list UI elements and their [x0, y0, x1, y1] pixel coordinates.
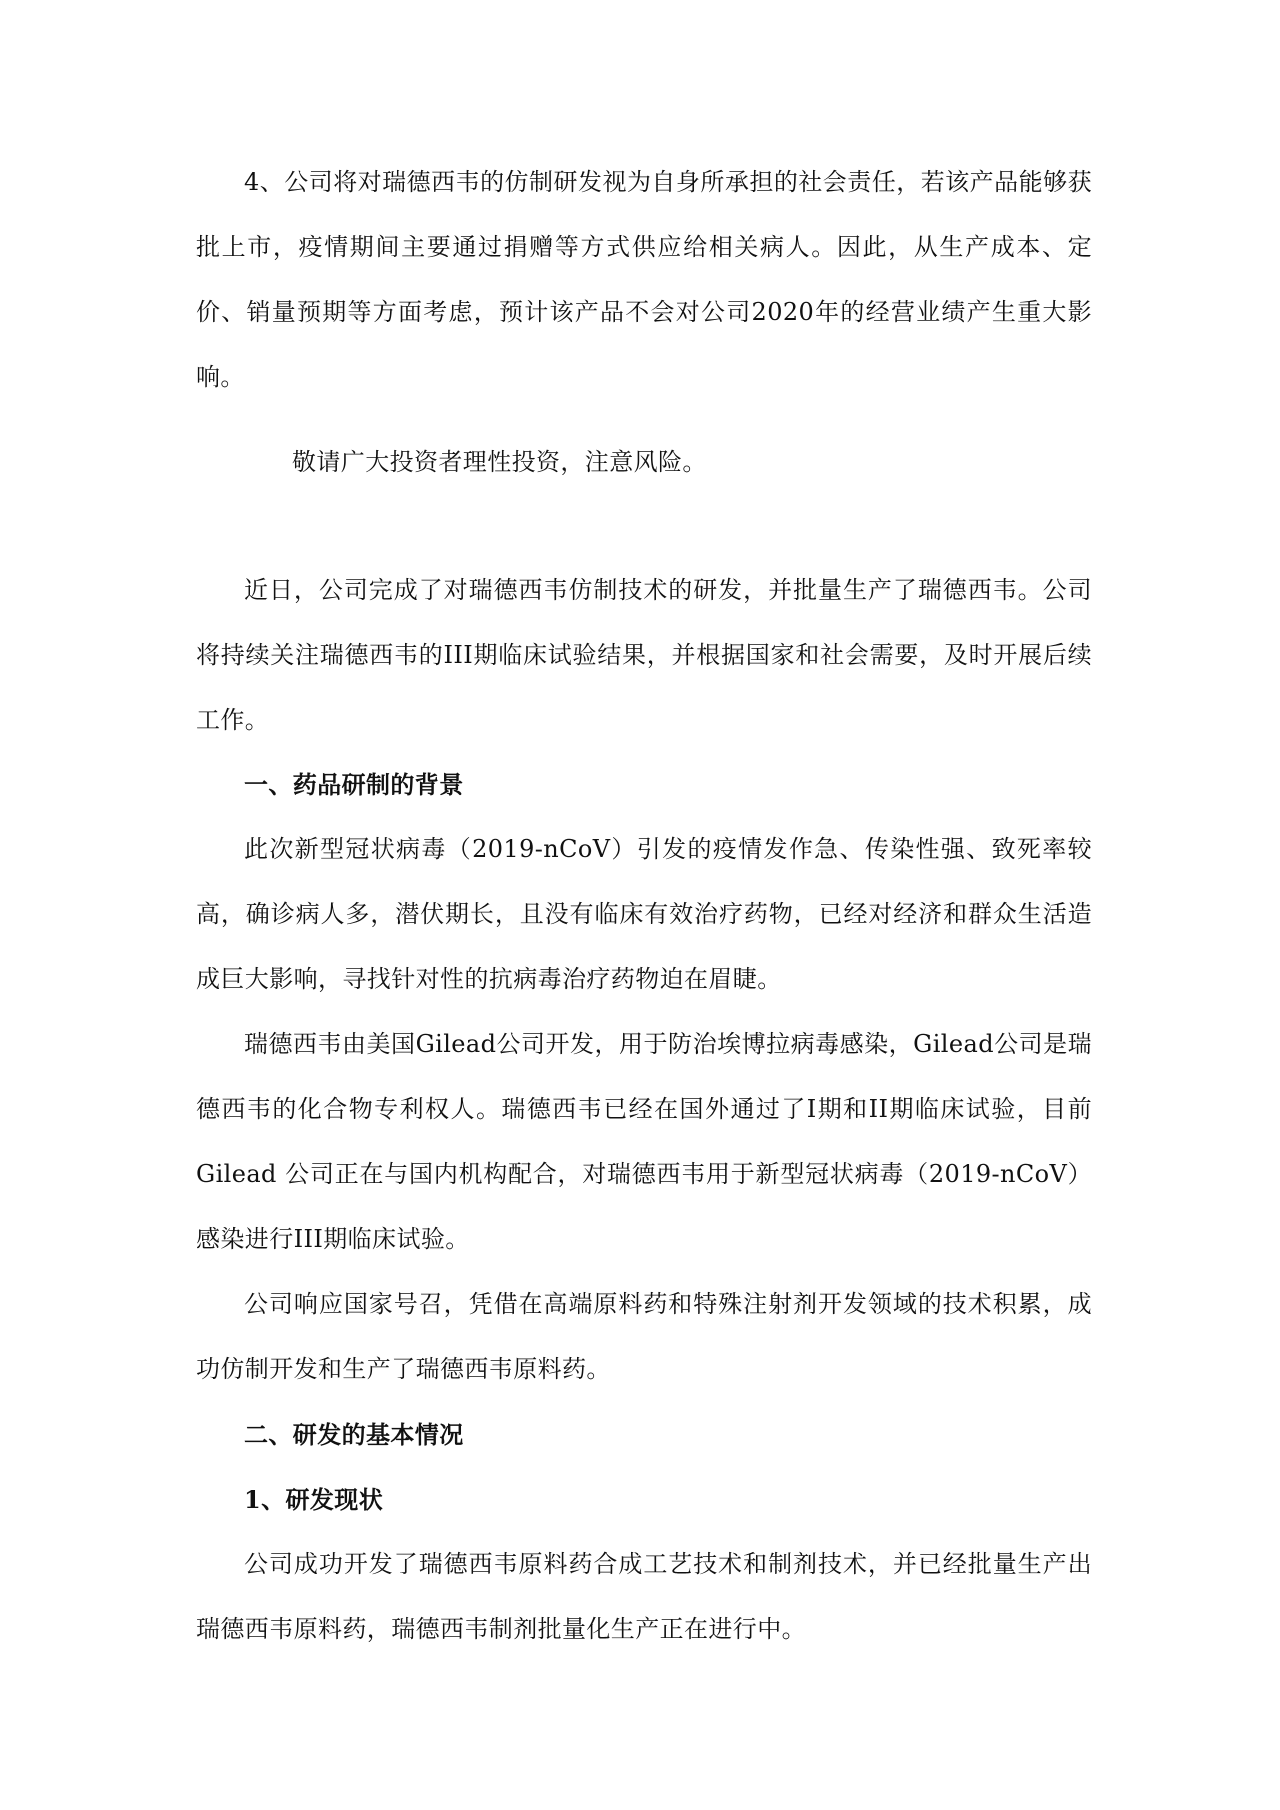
heading-rd-status: 二、研发的基本情况	[244, 1420, 464, 1449]
paragraph-background-remdesivir: 瑞德西韦由美国Gilead公司开发，用于防治埃博拉病毒感染，Gilead公司是瑞德西韦的化合物专利权人。瑞德西韦已经在国外通过了I期和II期临床试验，目前 Gilead 公司正在与国内机构配合，对瑞德西韦用于新型冠状病毒（2019-nCoV）感染进行III期临床试验。	[196, 1030, 1092, 1253]
paragraph-risk-warning: 敬请广大投资者理性投资，注意风险。	[292, 448, 707, 476]
heading-rd-current: 1、研发现状	[244, 1485, 384, 1514]
paragraph-impact-statement: 4、公司将对瑞德西韦的仿制研发视为自身所承担的社会责任，若该产品能够获批上市，疫情期间主要通过捐赠等方式供应给相关病人。因此，从生产成本、定价、销量预期等方面考虑，预计该产品不会对公司2020年的经营业绩产生重大影响。	[196, 168, 1092, 391]
paragraph-rd-current: 公司成功开发了瑞德西韦原料药合成工艺技术和制剂技术，并已经批量生产出瑞德西韦原料药，瑞德西韦制剂批量化生产正在进行中。	[196, 1550, 1092, 1643]
paragraph-background-epidemic: 此次新型冠状病毒（2019-nCoV）引发的疫情发作急、传染性强、致死率较高，确诊病人多，潜伏期长，且没有临床有效治疗药物，已经对经济和群众生活造成巨大影响，寻找针对性的抗病毒治疗药物迫在眉睫。	[196, 835, 1092, 993]
paragraph-company-response: 公司响应国家号召，凭借在高端原料药和特殊注射剂开发领域的技术积累，成功仿制开发和生产了瑞德西韦原料药。	[196, 1290, 1092, 1383]
paragraph-recent-progress: 近日，公司完成了对瑞德西韦仿制技术的研发，并批量生产了瑞德西韦。公司将持续关注瑞德西韦的III期临床试验结果，并根据国家和社会需要，及时开展后续工作。	[196, 576, 1092, 734]
heading-background: 一、药品研制的背景	[244, 770, 464, 799]
